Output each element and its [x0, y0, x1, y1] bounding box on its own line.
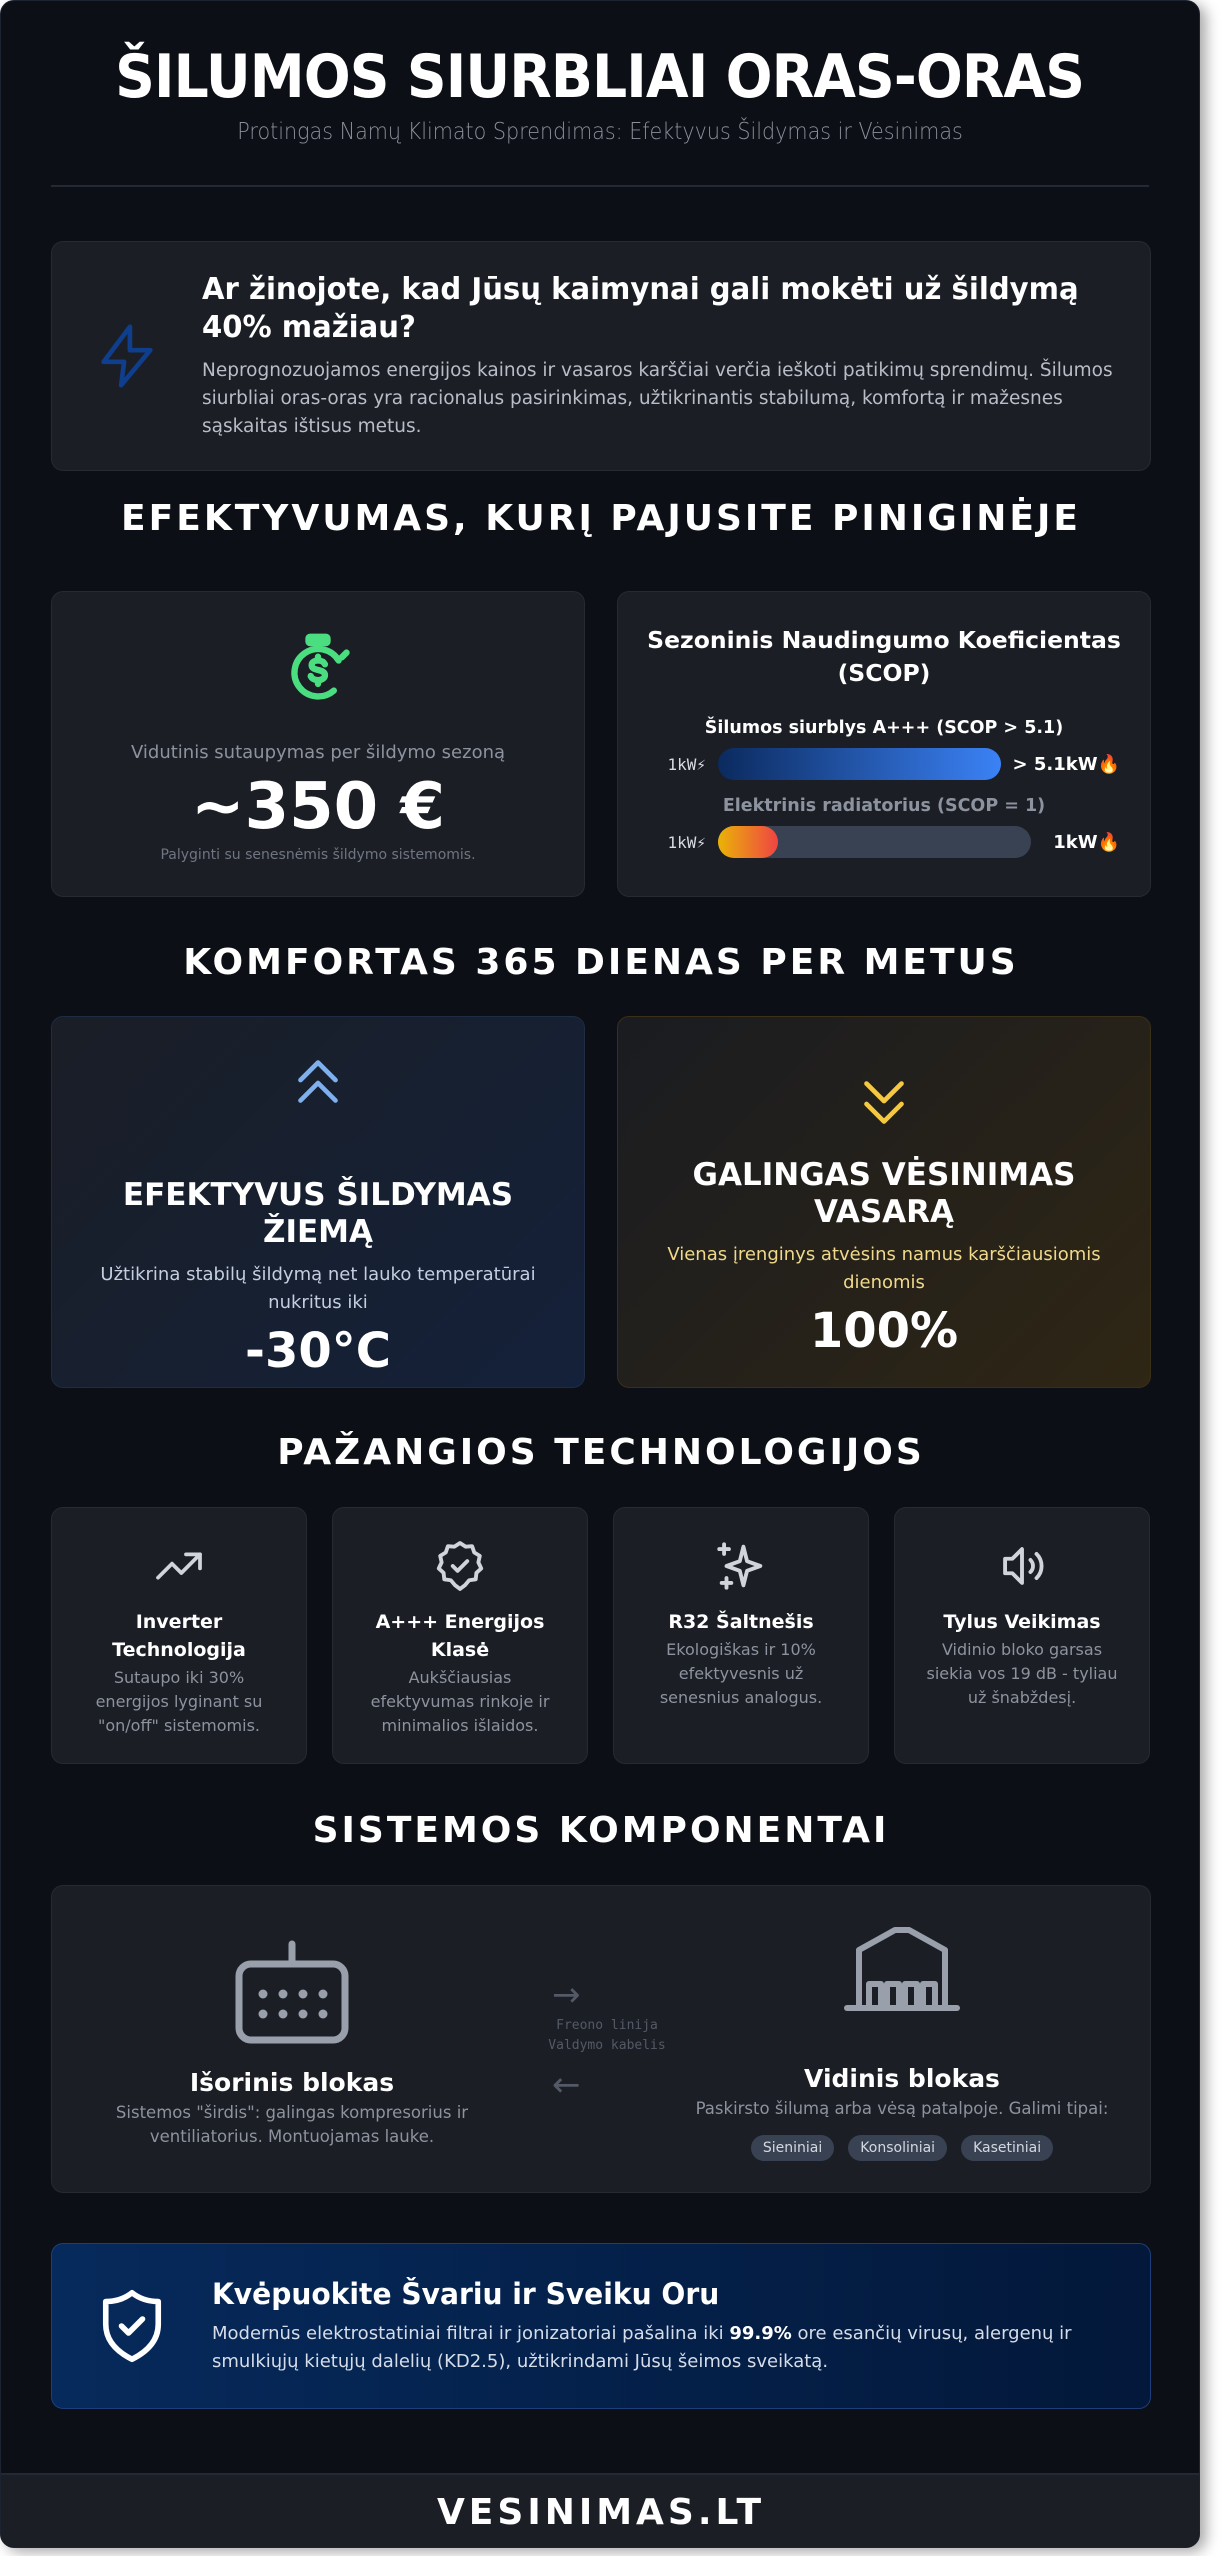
scop-bar-radiator	[618, 826, 1150, 858]
volume-icon	[993, 1537, 1051, 1595]
outdoor-unit-title: Išorinis blokas	[189, 2068, 395, 2097]
heating-text: Užtikrina stabilų šildymą net lauko temperatūrai nukritus iki	[100, 1264, 536, 1313]
bar-fill-heatpump	[718, 748, 1001, 780]
heating-card	[51, 1016, 585, 1388]
savings-note: Palyginti su senesnėmis šildymo sistemomis.	[160, 847, 476, 863]
page-title: ŠILUMOS SIURBLIAI ORAS-ORAS	[115, 42, 1085, 112]
section-title-technologies: PAŽANGIOS TECHNOLOGIJOS	[277, 1432, 925, 1473]
heating-value: -30°C	[245, 1323, 391, 1379]
bar-track	[718, 826, 1031, 858]
indoor-unit	[692, 1886, 1112, 2161]
scop-title: Sezoninis Naudingumo Koeficientas (SCOP)	[647, 626, 1121, 687]
control-cable-label: Valdymo kabelis	[548, 2038, 666, 2053]
tech-card-r32	[613, 1507, 869, 1764]
footer	[1, 2473, 1200, 2548]
section-title-efficiency: EFEKTYVUMAS, KURĮ PAJUSITE PINIGINĖJE	[121, 498, 1081, 539]
outdoor-unit-text: Sistemos "širdis": galingas kompresorius ir ventiliatorius. Montuojamas lauke.	[115, 2103, 469, 2146]
indoor-unit-text: Paskirsto šilumą arba vėsą patalpoje. Galimi tipai:	[695, 2099, 1109, 2118]
footer-brand-link[interactable]: VESINIMAS.LT	[436, 2492, 766, 2533]
air-highlight-value: 99.9%	[729, 2323, 792, 2344]
tech-text: Ekologiškas ir 10% efektyvesnis už senesnius analogus.	[659, 1640, 823, 1707]
bar-fill-radiator	[718, 826, 778, 858]
type-tag-console: Konsoliniai	[848, 2135, 947, 2161]
tech-title: R32 Šaltnešis	[668, 1611, 814, 1633]
section-title-comfort: KOMFORTAS 365 DIENAS PER METUS	[183, 942, 1019, 983]
cooling-title: GALINGAS VĖSINIMAS VASARĄ	[692, 1157, 1076, 1230]
tech-card-inverter	[51, 1507, 307, 1764]
air-quality-title: Kvėpuokite Švariu ir Sveiku Oru	[212, 2277, 720, 2311]
scop-row-label-radiator: Elektrinis radiatorius (SCOP = 1)	[722, 796, 1046, 816]
outdoor-unit-icon	[233, 1938, 351, 2046]
tech-text: Sutaupo iki 30% energijos lyginant su "on/off" sistemomis.	[95, 1668, 263, 1735]
cooling-text: Vienas įrenginys atvėsins namus karščiausiomis dienomis	[667, 1244, 1101, 1293]
chevrons-down-icon	[849, 1069, 919, 1139]
air-text-part: Modernūs elektrostatiniai filtrai ir jonizatoriai pašalina iki	[212, 2323, 730, 2344]
tech-title: A+++ Energijos Klasė	[375, 1611, 545, 1661]
section-title-components: SISTEMOS KOMPONENTAI	[312, 1810, 890, 1851]
scop-row-label-heatpump: Šilumos siurblys A+++ (SCOP > 5.1)	[704, 718, 1064, 738]
arrow-left-icon: ←	[552, 2065, 581, 2105]
tech-text: Aukščiausias efektyvumas rinkoje ir minimalios išlaidos.	[370, 1668, 550, 1735]
bar-input-label: 1kW⚡	[667, 754, 706, 774]
bar-track	[718, 748, 1001, 780]
header-divider	[51, 185, 1149, 187]
intro-body: Neprognozuojamos energijos kainos ir vasaros karščiai verčia ieškoti patikimų sprendimų. Šilumos siurbliai oras-oras yra racionalus pasirinkimas, užtikrinantis stabilumą, komfortą ir mažesnes sąskaitas ištisus metus.	[202, 360, 1113, 437]
tech-card-energy-class	[332, 1507, 588, 1764]
heating-title: EFEKTYVUS ŠILDYMAS ŽIEMĄ	[122, 1177, 514, 1250]
tech-text: Vidinio bloko garsas siekia vos 19 dB - tyliau už šnabždesį.	[926, 1640, 1118, 1707]
tech-card-silent	[894, 1507, 1150, 1764]
air-text-part: ore esančių virusų, alergenų ir smulkiųjų kietųjų dalelių (KD2.5), užtikrindami Jūsų šeimos sveikatą.	[212, 2323, 1072, 2372]
bar-output-label: > 5.1kW🔥	[1012, 753, 1120, 775]
scop-comparison-card	[617, 591, 1151, 897]
savings-value: ~350 €	[190, 770, 446, 844]
savings-card	[51, 591, 585, 897]
trending-up-icon	[151, 1538, 207, 1594]
hero-header	[1, 1, 1199, 187]
arrow-right-icon: →	[552, 1975, 581, 2015]
components-card	[51, 1885, 1151, 2193]
bar-output-label: 1kW🔥	[1053, 831, 1120, 853]
type-tag-cassette: Kasetiniai	[961, 2135, 1053, 2161]
tech-title: Tylus Veikimas	[943, 1611, 1101, 1633]
cooling-value: 100%	[809, 1303, 959, 1359]
air-quality-text	[212, 2320, 1132, 2376]
intro-card	[51, 241, 1151, 471]
connection-lines	[532, 1975, 682, 2105]
scop-bar-heatpump	[618, 748, 1150, 780]
sparkles-icon	[712, 1537, 770, 1595]
outdoor-unit	[92, 1886, 492, 2149]
indoor-unit-types	[692, 2135, 1112, 2161]
tech-title: Inverter Technologija	[112, 1611, 246, 1661]
intro-heading: Ar žinojote, kad Jūsų kaimynai gali mokėti už šildymą 40% mažiau?	[202, 272, 1079, 345]
freon-line-label: Freono linija	[556, 2018, 658, 2033]
chevrons-up-icon	[283, 1043, 353, 1123]
air-quality-card	[51, 2243, 1151, 2409]
shield-check-icon	[90, 2284, 174, 2368]
money-stopwatch-icon	[280, 632, 356, 708]
page-subtitle: Protingas Namų Klimato Sprendimas: Efektyvus Šildymas ir Vėsinimas	[237, 119, 963, 145]
badge-check-icon	[431, 1537, 489, 1595]
indoor-unit-title: Vidinis blokas	[804, 2064, 1000, 2093]
type-tag-wall: Sieniniai	[751, 2135, 834, 2161]
indoor-unit-icon	[843, 1922, 961, 2014]
bar-input-label: 1kW⚡	[667, 832, 706, 852]
cooling-card	[617, 1016, 1151, 1388]
savings-label: Vidutinis sutaupymas per šildymo sezoną	[130, 742, 506, 763]
lightning-icon	[92, 316, 162, 396]
